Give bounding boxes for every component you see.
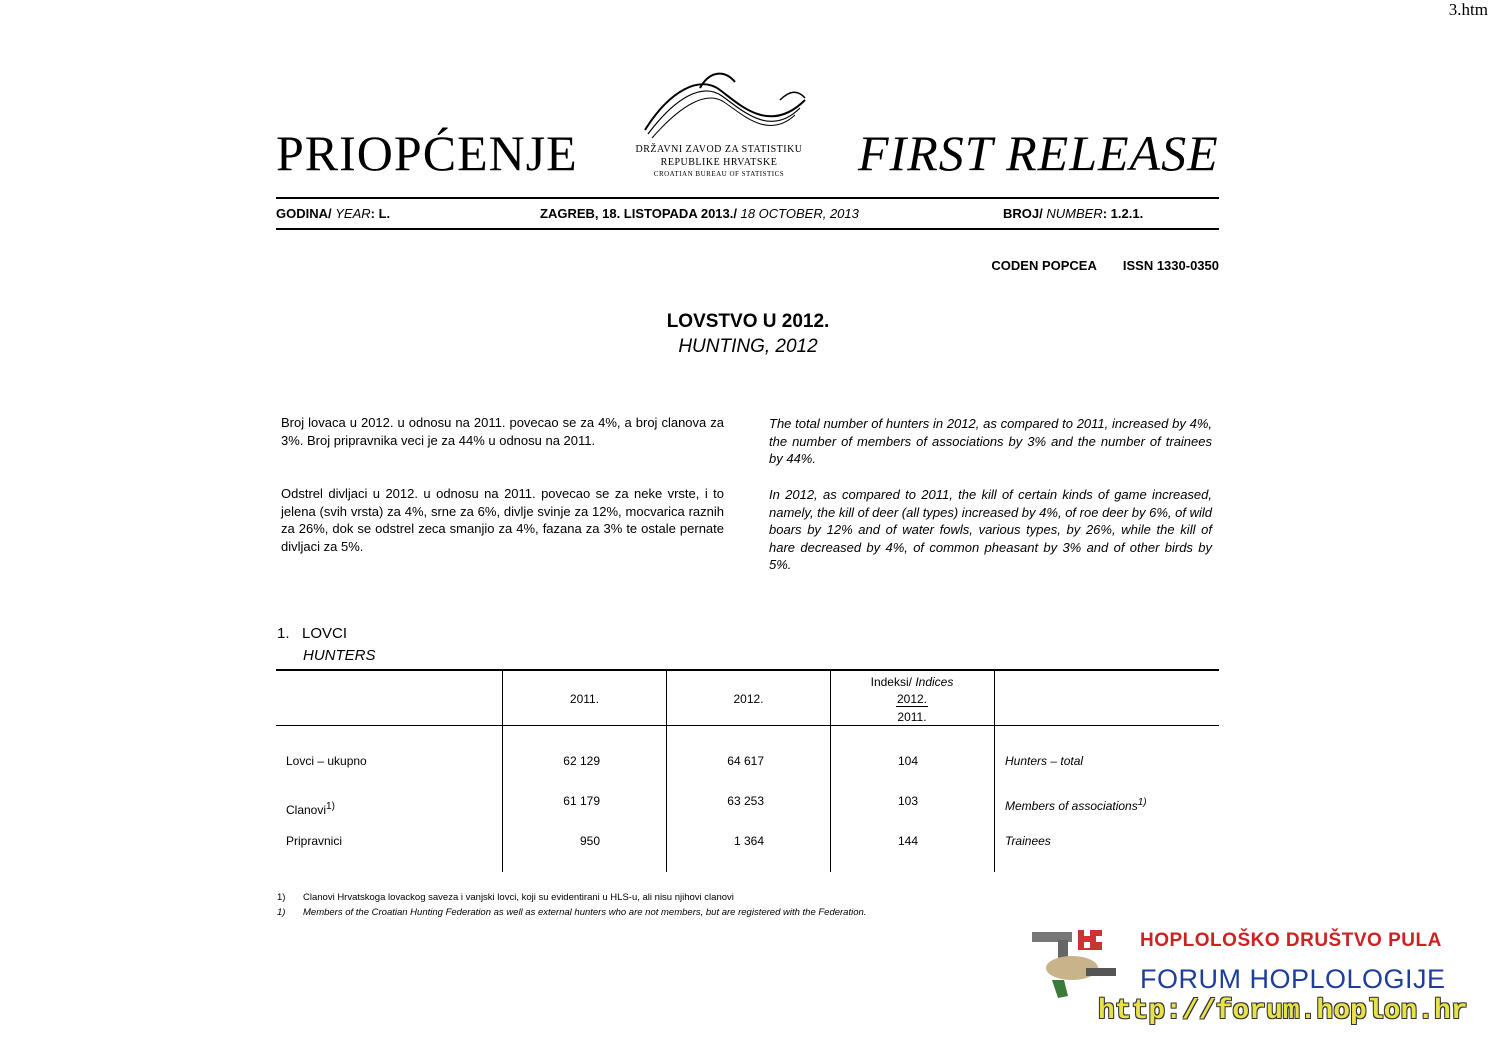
cell-2011: 62 129: [563, 754, 600, 768]
cell-index: 104: [897, 754, 918, 768]
index-fraction-bottom: 2011.: [897, 710, 927, 724]
page-subtitle: HUNTING, 2012: [678, 336, 818, 357]
footnote-hr: Clanovi Hrvatskoga lovackog saveza i vanjski lovci, koji su evidentirani u HLS-u, ali nisu njihovi clanovi: [303, 892, 734, 903]
header-rule-bottom: [276, 228, 1219, 230]
summary-paragraph-hr-2: Odstrel divljaci u 2012. u odnosu na 2011. povecao se za neke vrste, i to jelena (svih vrsta) za 4%, srne za 6%, divlje svinje za 12%, mocvarica raznih za 26%, dok se odstrel zeca smanjio za 4%, fazana za 3% te ostale pernate divljaci za 5%.: [281, 486, 724, 554]
row-label-hr: Lovci – ukupno: [286, 754, 367, 768]
cell-2012: 64 617: [727, 754, 764, 768]
section-title: LOVCI: [302, 625, 348, 642]
footnote-marker: 1): [277, 892, 286, 903]
footnote-marker: 1): [277, 907, 286, 918]
release-date: ZAGREB, 18. LISTOPADA 2013./ 18 OCTOBER, 2013: [540, 206, 859, 221]
cell-2012: 1 364: [733, 834, 764, 848]
release-number: BROJ/ NUMBER: 1.2.1.: [1003, 206, 1144, 221]
row-label-hr: Clanovi$^{1)}$: [286, 801, 335, 817]
table-rule-header: [276, 725, 1219, 726]
issn-code: ISSN 1330-0350: [1122, 258, 1219, 273]
section-subtitle: HUNTERS: [303, 647, 376, 664]
footnote-en: Members of the Croatian Hunting Federation as well as external hunters who are not members, but are registered with the Federation.: [303, 907, 867, 918]
header-rule-top: [276, 197, 1219, 199]
watermark-url-link[interactable]: http://forum.hoplon.hr: [1098, 996, 1468, 1027]
masthead-title-hr: PRIOPĆENJE: [276, 125, 578, 181]
summary-paragraph-en-1: The total number of hunters in 2012, as compared to 2011, increased by 4%, the number of members of associations by 3% and the number of trainees by 44%.: [769, 416, 1212, 466]
masthead-title-en: FIRST RELEASE: [858, 125, 1219, 181]
cell-2012: 63 253: [727, 794, 764, 808]
column-header-2012: 2012.: [733, 692, 764, 706]
column-header-indices: Indeksi/ Indices: [870, 675, 954, 689]
coden-code: CODEN POPCEA: [991, 258, 1097, 273]
page-filename: 3.htm: [1448, 0, 1488, 19]
cell-index: 103: [897, 794, 918, 808]
bureau-logo-icon: [640, 70, 810, 145]
year-info: GODINA/ YEAR: L.: [276, 206, 391, 221]
institution-name-line2: REPUBLIKE HRVATSKE: [660, 157, 778, 168]
institution-name-line3: CROATIAN BUREAU OF STATISTICS: [653, 170, 785, 178]
column-header-2011: 2011.: [569, 692, 600, 706]
cell-index: 144: [897, 834, 918, 848]
cell-2011: 950: [579, 834, 600, 848]
table-rule-top: [276, 669, 1219, 671]
cell-2011: 61 179: [563, 794, 600, 808]
section-number: 1.: [277, 625, 290, 642]
institution-name-line1: DRŽAVNI ZAVOD ZA STATISTIKU: [635, 144, 803, 155]
row-label-en: Members of associations$^{1)}$: [1005, 797, 1147, 813]
row-label-en: Trainees: [1005, 834, 1051, 848]
row-label-en: Hunters – total: [1005, 754, 1084, 768]
table-col-divider: [994, 671, 995, 872]
publication-codes: [991, 258, 1219, 273]
summary-paragraph-hr-1: Broj lovaca u 2012. u odnosu na 2011. povecao se za 4%, a broj clanova za 3%. Broj pripravnika veci je za 44% u odnosu na 2011.: [281, 415, 724, 448]
watermark-society-name: HOPLOLOŠKO DRUŠTVO PULA: [1140, 930, 1442, 951]
row-label-hr: Pripravnici: [286, 834, 343, 848]
page-title: LOVSTVO U 2012.: [666, 311, 830, 332]
forum-logo-icon: [1028, 926, 1134, 1000]
watermark-forum-name: FORUM HOPLOLOGIJE: [1140, 964, 1446, 994]
index-fraction-top: 2012.: [896, 692, 928, 706]
summary-paragraph-en-2: In 2012, as compared to 2011, the kill of certain kinds of game increased, namely, the kill of deer (all types) increased by 4%, of roe deer by 6%, of wild boars by 12% and of water fowls, various types, by 26%, while the kill of hare decreased by 4%, of common pheasant by 3% and of other birds by 5%.: [769, 487, 1212, 572]
